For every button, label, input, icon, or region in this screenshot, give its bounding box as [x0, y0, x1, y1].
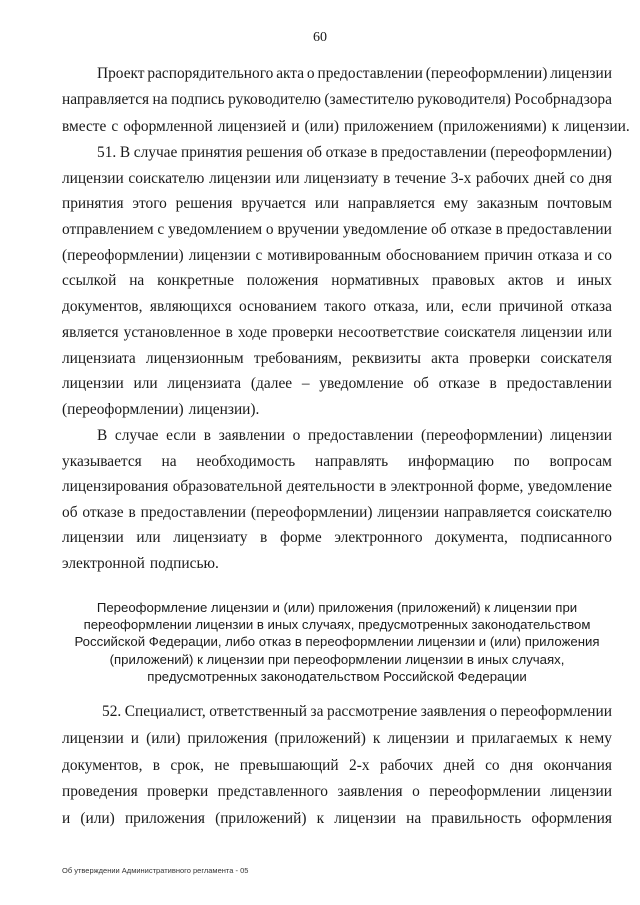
word: дня	[588, 169, 612, 187]
word: заявления	[337, 783, 403, 801]
text-line	[62, 166, 612, 192]
word: соискателя	[540, 349, 612, 367]
word: рабочих	[475, 169, 530, 187]
paragraph-electronic-notice	[62, 423, 612, 577]
word: лицензии	[209, 169, 271, 187]
text-line	[62, 217, 612, 243]
text-line	[62, 474, 612, 500]
paragraph-51	[62, 140, 612, 423]
word: в	[383, 169, 391, 187]
word: или	[133, 375, 158, 393]
word: оформления	[531, 810, 612, 828]
word: ему	[443, 195, 469, 213]
word: лицензионным	[145, 349, 244, 367]
word: отказа	[570, 298, 612, 316]
word: лицензии).	[188, 400, 260, 418]
text-line	[62, 346, 612, 372]
word: на	[152, 91, 168, 109]
word: и	[456, 729, 465, 747]
word: ссылкой	[62, 272, 117, 290]
word: или	[314, 195, 339, 213]
word: приложения	[124, 810, 205, 828]
word: или	[275, 169, 300, 187]
word: в	[260, 529, 268, 547]
word: (переоформлении)	[490, 144, 612, 161]
text-line	[62, 268, 612, 294]
word: основанием	[239, 298, 317, 316]
text-line	[62, 61, 612, 87]
word: превышающий	[239, 756, 339, 774]
word: если	[166, 427, 197, 444]
word: дней	[443, 756, 475, 774]
word: и	[130, 729, 140, 747]
word: отправлением	[62, 221, 154, 239]
word: ответственный	[209, 703, 308, 720]
word: лицензии	[377, 503, 440, 521]
word: конкретные	[157, 272, 234, 290]
text-line	[62, 449, 612, 475]
word: уведомление	[527, 478, 612, 496]
word: отказе	[325, 144, 367, 161]
word: о	[265, 221, 274, 239]
word: 2-х	[349, 756, 370, 774]
word: дня	[509, 756, 534, 774]
word: предоставлении	[317, 65, 423, 82]
word: предоставлении	[307, 427, 414, 444]
word: рабочих	[379, 756, 434, 774]
word: если	[461, 298, 492, 316]
word: об	[306, 144, 322, 161]
word: (или)	[304, 117, 339, 135]
word: на	[129, 272, 145, 290]
word: мотивированным	[267, 246, 381, 264]
word: заказным	[476, 195, 539, 213]
word: (переоформлении)	[62, 246, 184, 264]
word: окончания	[543, 756, 612, 774]
word: на	[406, 810, 422, 828]
word: оформленной	[123, 117, 213, 135]
word: в	[489, 375, 497, 393]
word: –	[301, 375, 310, 393]
word: электронного	[334, 529, 423, 547]
text-line	[62, 726, 612, 753]
word: лицензии	[188, 246, 251, 264]
paragraph-52	[62, 699, 612, 833]
word: (или)	[80, 810, 115, 828]
word: правильность	[431, 810, 522, 828]
word: с	[111, 117, 119, 135]
word: лицензии	[62, 375, 124, 393]
heading-line: Российской Федерации, либо отказ в переоформлении лицензии и (или) приложения	[74, 634, 600, 650]
word: соискателю	[535, 503, 612, 521]
word: почтовым	[547, 195, 612, 213]
text-line	[62, 699, 612, 726]
word: отказе	[82, 503, 124, 521]
word: 51.	[97, 144, 117, 161]
word: течение	[395, 169, 447, 187]
word: предоставлении	[140, 503, 246, 521]
word: вместе	[62, 117, 107, 135]
word: предоставлении	[381, 144, 487, 161]
word: предоставлении	[506, 375, 612, 393]
word: подписью.	[149, 554, 219, 572]
word: уведомление	[343, 221, 428, 239]
word: В	[119, 144, 131, 161]
paragraph-1	[62, 61, 630, 140]
word: реквизиты	[352, 349, 421, 367]
word: деятельности	[286, 478, 375, 496]
word: руководителю	[228, 91, 321, 109]
heading-line: (приложений) к лицензии при переоформлении лицензии в иных случаях,	[109, 651, 565, 667]
word: акта	[431, 349, 459, 367]
word: электронной	[62, 554, 145, 572]
word: является	[62, 323, 119, 341]
heading-line: предусмотренных законодательством Российской Федерации	[147, 668, 527, 684]
text-line	[62, 779, 612, 806]
word: со	[485, 756, 500, 774]
word: случае	[133, 144, 178, 161]
word: форме,	[477, 478, 524, 496]
word: переоформлении	[500, 703, 612, 720]
word: заявления	[420, 703, 486, 720]
text-line	[62, 525, 612, 551]
word: Специалист,	[124, 703, 206, 720]
word: подпись	[171, 91, 225, 109]
word: в	[152, 756, 161, 774]
word: (приложений)	[274, 729, 366, 747]
word: обоснованием	[386, 246, 480, 264]
word: распорядительного	[147, 65, 274, 82]
word: рассмотрение	[327, 703, 418, 720]
word: причин	[484, 246, 533, 264]
text-line	[62, 320, 612, 346]
word: лицензиата	[62, 349, 136, 367]
word: установленное	[123, 323, 221, 341]
word: (переоформлении)	[425, 65, 548, 82]
heading-line: переоформлении лицензии в иных случаях, предусмотренных законодательством	[83, 617, 591, 633]
word: в	[495, 221, 503, 239]
word: (приложений)	[215, 810, 307, 828]
word: вопросам	[549, 452, 612, 470]
word: лицензии	[62, 729, 124, 747]
word: этого	[132, 195, 167, 213]
word: требованиям,	[253, 349, 342, 367]
word: соискателя	[444, 323, 516, 341]
word: или	[587, 323, 612, 341]
word: и	[62, 810, 71, 828]
word: уведомление	[319, 375, 404, 393]
word: направляется	[62, 91, 150, 109]
word: ходе	[238, 323, 268, 341]
word: направлять	[314, 452, 389, 470]
word: проверки	[272, 323, 334, 341]
word: положения	[246, 272, 319, 290]
word: проведения	[62, 783, 138, 801]
word: электронной	[390, 478, 474, 496]
word: (далее	[250, 375, 293, 393]
word: и	[291, 117, 300, 135]
word: случае	[114, 427, 159, 444]
word: об	[413, 375, 429, 393]
word: документов,	[62, 756, 143, 774]
word: решения	[246, 144, 303, 161]
word: на	[161, 452, 177, 470]
word: лицензии	[62, 529, 124, 547]
word: лицензии	[520, 323, 583, 341]
word: являющихся	[149, 298, 232, 316]
word: актов	[507, 272, 544, 290]
word: или,	[426, 298, 455, 316]
word: о	[292, 427, 301, 444]
word: отказе	[450, 221, 492, 239]
word: уведомлением	[168, 221, 263, 239]
word: и	[584, 246, 593, 264]
heading-line: Переоформление лицензии и (или) приложения (приложений) к лицензии при	[96, 600, 578, 615]
text-line	[62, 397, 612, 423]
word: (переоформлении)	[250, 503, 373, 521]
word: о	[412, 783, 420, 801]
word: приложения	[187, 729, 268, 747]
word: нормативных	[331, 272, 420, 290]
word: или	[136, 529, 161, 547]
word: направляется	[347, 195, 435, 213]
word: 3-х	[450, 169, 472, 187]
word: (приложениями)	[438, 117, 547, 135]
word: лицензии	[550, 783, 612, 801]
word: нему	[579, 729, 612, 747]
word: в	[379, 478, 387, 496]
word: по	[513, 452, 530, 470]
word: за	[310, 703, 324, 720]
word: направляется	[443, 503, 532, 521]
word: отказа	[537, 246, 580, 264]
text-line	[62, 551, 612, 577]
word: такого	[324, 298, 367, 316]
word: указывается	[62, 452, 142, 470]
text-line	[62, 500, 612, 526]
word: Проект	[97, 65, 145, 82]
word: (переоформлении)	[62, 400, 184, 418]
text-line	[62, 87, 612, 113]
word: лицензии.	[564, 117, 630, 135]
word: соискателю	[128, 169, 205, 187]
word: заявлении	[218, 427, 285, 444]
word: лицензии	[550, 427, 612, 444]
word: подписанного	[520, 529, 612, 547]
word: (переоформлении)	[420, 427, 543, 444]
word: образовательной	[172, 478, 283, 496]
word: необходимость	[196, 452, 296, 470]
page-number: 60	[313, 30, 327, 45]
text-line	[62, 114, 630, 140]
word: правовых	[432, 272, 495, 290]
word: лицензии	[550, 65, 612, 82]
text-line	[62, 806, 612, 833]
text-line	[62, 191, 612, 217]
word: отказе	[438, 375, 480, 393]
text-line	[62, 753, 612, 780]
word: Рособрнадзора	[514, 91, 612, 109]
word: дней	[533, 169, 566, 187]
text-line	[62, 243, 612, 269]
word: документов,	[62, 298, 143, 316]
text-line	[62, 140, 612, 166]
word: к	[564, 729, 573, 747]
word: об	[62, 503, 78, 521]
word: не	[214, 756, 230, 774]
word: решения	[175, 195, 233, 213]
word: к	[316, 810, 325, 828]
word: акта	[276, 65, 305, 82]
word: вручается	[241, 195, 306, 213]
word: вручении	[277, 221, 340, 239]
word: принятия	[180, 144, 243, 161]
word: лицензии	[334, 810, 396, 828]
word: В	[97, 427, 108, 444]
text-line	[62, 294, 612, 320]
word: со	[597, 246, 612, 264]
word: в	[203, 427, 212, 444]
word: и	[556, 272, 565, 290]
word: (или)	[146, 729, 181, 747]
word: отказа,	[373, 298, 419, 316]
word: в	[225, 323, 233, 341]
word: лицензиату	[173, 529, 248, 547]
word: с	[255, 246, 263, 264]
word: о	[489, 703, 498, 720]
word: прилагаемых	[471, 729, 558, 747]
word: принятия	[62, 195, 124, 213]
word: в	[370, 144, 378, 161]
word: предоставлении	[506, 221, 612, 239]
word: к	[551, 117, 560, 135]
word: переоформлении	[429, 783, 541, 801]
word: 52.	[102, 703, 122, 720]
word: несоответствие	[338, 323, 440, 341]
word: проверки	[147, 783, 209, 801]
word: документа,	[435, 529, 508, 547]
word: форме	[279, 529, 322, 547]
word: лицензии	[62, 169, 124, 187]
word: к	[372, 729, 381, 747]
word: в	[128, 503, 136, 521]
section-heading	[62, 599, 612, 685]
word: лицензии	[387, 729, 450, 747]
word: со	[569, 169, 585, 187]
text-line	[62, 371, 612, 397]
word: об	[431, 221, 447, 239]
word: (заместителю	[324, 91, 414, 109]
word: руководителя)	[417, 91, 511, 109]
word: приложением	[343, 117, 434, 135]
word: информацию	[407, 452, 494, 470]
word: лицензией	[217, 117, 287, 135]
word: проверки	[469, 349, 531, 367]
text-line	[62, 423, 612, 449]
word: причиной	[498, 298, 564, 316]
footer-note: Об утверждении Административного регламента - 05	[62, 866, 249, 875]
word: лицензиату	[304, 169, 379, 187]
word: лицензиата	[167, 375, 242, 393]
word: срок,	[170, 756, 204, 774]
word: с	[157, 221, 165, 239]
word: лицензирования	[62, 478, 169, 496]
word: представленного	[217, 783, 329, 801]
word: иных	[577, 272, 612, 290]
word: о	[306, 65, 315, 82]
